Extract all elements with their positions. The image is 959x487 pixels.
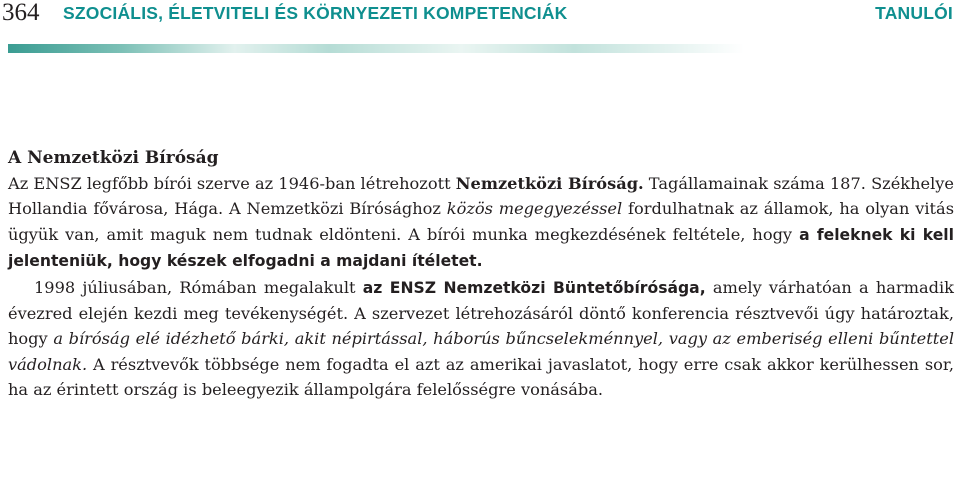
header-rule [8,44,952,53]
paragraph-1 [8,171,954,275]
page-header [0,0,959,30]
p1-text-3: fordulhatnak az államok, ha olyan vitás ügyük van, amit maguk nem tudnak eldönteni. A bírói munka megkezdésének feltétele, hogy [8,199,955,244]
p2-bold-1: az ENSZ Nemzetközi Büntetőbírósága, [362,278,706,297]
section-heading: A Nemzetközi Bíróság [8,148,219,168]
page-number: 364 [2,0,40,26]
p1-bold-2: a feleknek ki kell jelenteniük, hogy készek elfogadni a majdani ítéletet. [8,225,954,271]
paragraph-2 [8,275,954,403]
p2-text-2: amely várhatóan a harmadik évezred elején kezdi meg tevékenységét. A szervezet létrehozásáról döntő konferencia résztvevői úgy határoztak, hogy [8,277,954,349]
article [8,145,954,403]
p1-italic-1: közös megegyezéssel [446,199,623,219]
p1-text-1: Az ENSZ legfőbb bírói szerve az 1946-ban létrehozott [8,174,456,193]
running-title: SZOCIÁLIS, ÉLETVITELI ÉS KÖRNYEZETI KOMPETENCIÁK [63,3,568,23]
p2-italic-1: a bíróság elé idézhető bárki, akit népirtással, háborús bűncselekménnyel, vagy az emberiség elleni bűntettel vádolnak. [8,329,955,374]
running-title-right: TANULÓI [875,3,953,23]
p2-text-1: 1998 júliusában, Rómában megalakult [34,277,363,297]
p2-text-3: A résztvevők többsége nem fogadta el azt az amerikai javaslatot, hogy erre csak akkor kerülhessen sor, ha az érintett ország is beleegyezik állampolgára felelősségre vonásába. [8,354,954,400]
p1-bold-1: Nemzetközi Bíróság. [455,174,644,193]
p1-text-2: Tagállamainak száma 187. Székhelye Hollandia fővárosa, Hága. A Nemzetközi Bírósághoz [8,174,954,219]
